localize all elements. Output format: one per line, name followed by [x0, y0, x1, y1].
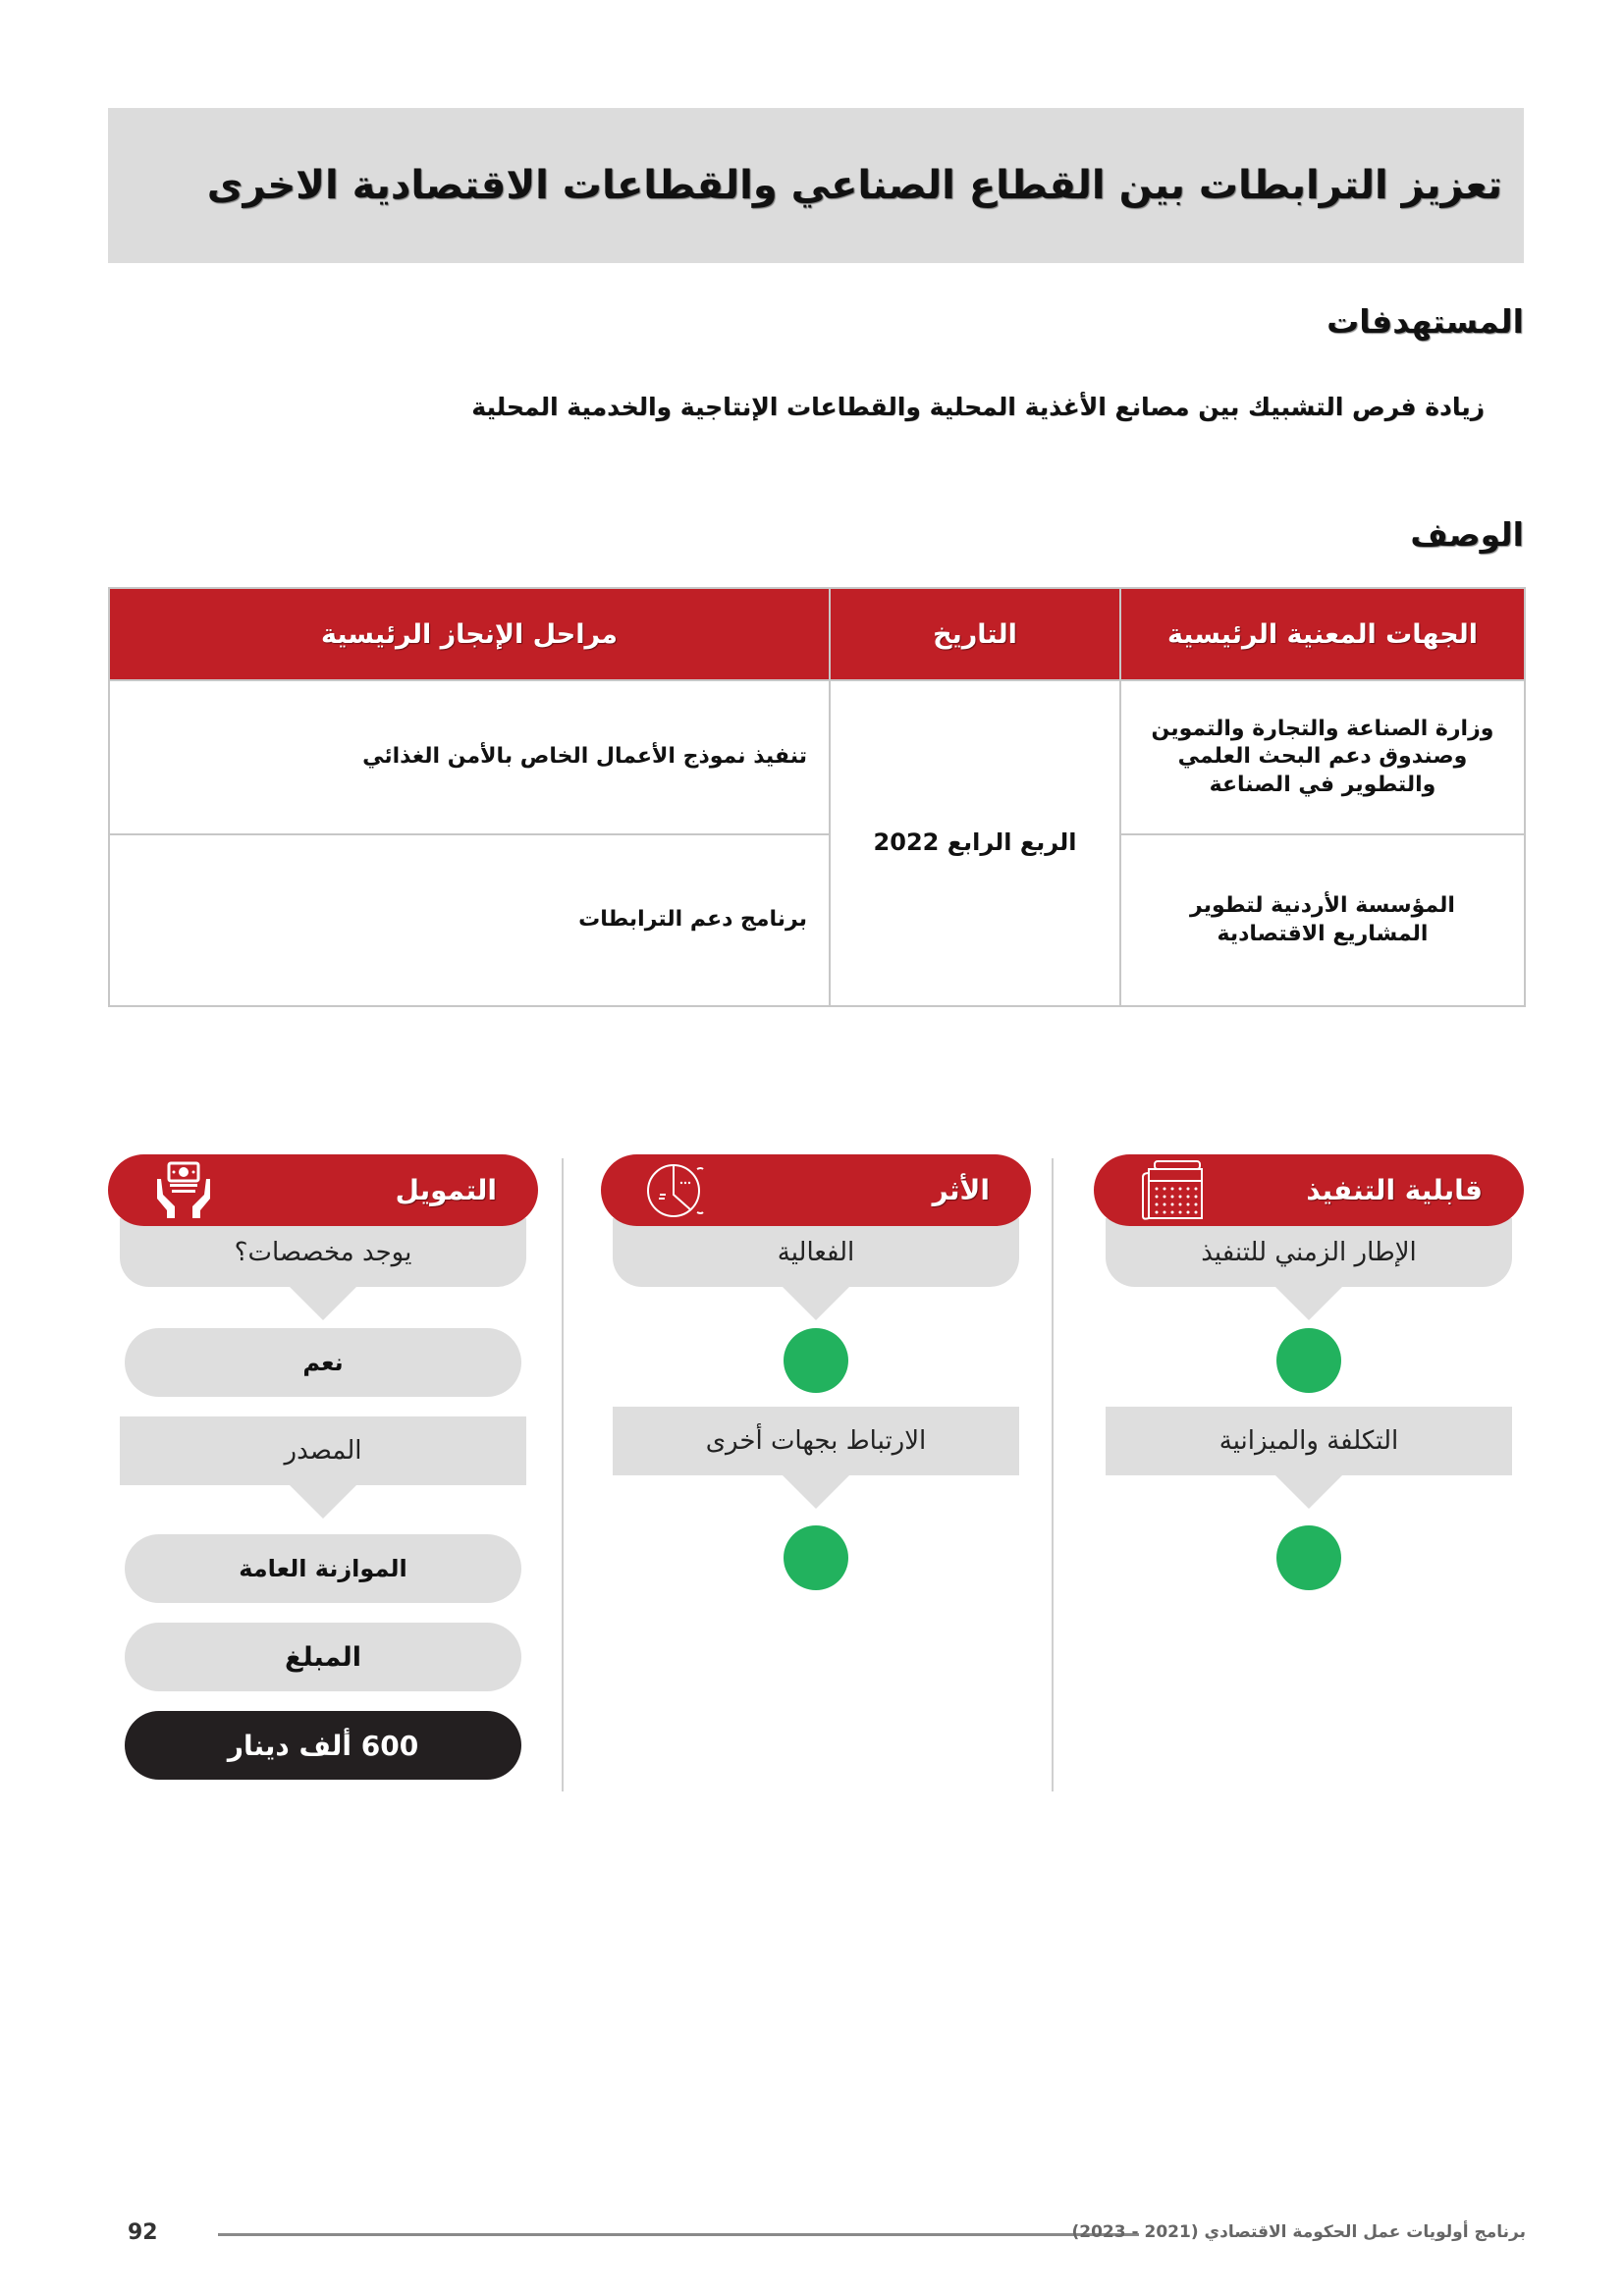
header-entities: الجهات المعنية الرئيسية [1120, 588, 1525, 680]
funding-title: التمويل [395, 1174, 497, 1206]
milestone-cell: برنامج دعم الترابطات [109, 834, 830, 1006]
arrow-down-icon [290, 1287, 356, 1320]
money-hands-icon [153, 1161, 214, 1220]
arrow-down-icon [783, 1287, 849, 1320]
feasibility-card [1094, 1154, 1524, 1590]
linkage-label: الارتباط بجهات أخرى [613, 1407, 1019, 1475]
cost-budget-status-dot [1276, 1525, 1341, 1590]
targets-heading: المستهدفات [1326, 302, 1524, 341]
feasibility-title: قابلية التنفيذ [1306, 1174, 1483, 1206]
clock-pie-icon [646, 1161, 707, 1220]
feasibility-header [1094, 1154, 1524, 1226]
title-banner [108, 108, 1524, 263]
targets-text: زيادة فرص التشبيك بين مصانع الأغذية المحلية والقطاعات الإنتاجية والخدمية المحلية [471, 393, 1485, 421]
amount-label: المبلغ [125, 1623, 521, 1691]
allocations-question: يوجد مخصصات؟ [120, 1218, 526, 1287]
timeframe-status-dot [1276, 1328, 1341, 1393]
description-heading: الوصف [1410, 515, 1524, 554]
effectiveness-label: الفعالية [613, 1218, 1019, 1287]
footer-text: برنامج أولويات عمل الحكومة الاقتصادي (2021 - 2023) [1071, 2222, 1526, 2242]
table-row [109, 834, 1525, 1006]
allocations-answer: نعم [125, 1328, 521, 1397]
funding-header [108, 1154, 538, 1226]
milestone-cell: تنفيذ نموذج الأعمال الخاص بالأمن الغذائي [109, 680, 830, 834]
arrow-down-icon [783, 1475, 849, 1509]
table-row [109, 680, 1525, 834]
amount-value: 600 ألف دينار [125, 1711, 521, 1780]
impact-card [601, 1154, 1031, 1590]
description-table [108, 587, 1526, 1007]
entity-cell: المؤسسة الأردنية لتطوير المشاريع الاقتصادية [1120, 834, 1525, 1006]
source-value: الموازنة العامة [125, 1534, 521, 1603]
calendar-icon [1139, 1159, 1204, 1222]
footer-divider [218, 2233, 1139, 2236]
column-divider [562, 1158, 564, 1791]
source-label: المصدر [120, 1416, 526, 1485]
arrow-down-icon [290, 1485, 356, 1519]
timeframe-label: الإطار الزمني للتنفيذ [1106, 1218, 1512, 1287]
column-divider [1052, 1158, 1054, 1791]
header-date: التاريخ [830, 588, 1120, 680]
table-header-row [109, 588, 1525, 680]
linkage-status-dot [784, 1525, 848, 1590]
impact-title: الأثر [932, 1174, 990, 1206]
entity-cell: وزارة الصناعة والتجارة والتموين وصندوق دعم البحث العلمي والتطوير في الصناعة [1120, 680, 1525, 834]
page-number: 92 [128, 2220, 158, 2245]
funding-card [108, 1154, 538, 1780]
header-milestones: مراحل الإنجاز الرئيسية [109, 588, 830, 680]
impact-header [601, 1154, 1031, 1226]
cost-budget-label: التكلفة والميزانية [1106, 1407, 1512, 1475]
arrow-down-icon [1275, 1475, 1342, 1509]
date-cell: الربع الرابع 2022 [830, 680, 1120, 1006]
page-title: تعزيز الترابطات بين القطاع الصناعي والقطاعات الاقتصادية الاخرى [206, 163, 1502, 208]
effectiveness-status-dot [784, 1328, 848, 1393]
arrow-down-icon [1275, 1287, 1342, 1320]
